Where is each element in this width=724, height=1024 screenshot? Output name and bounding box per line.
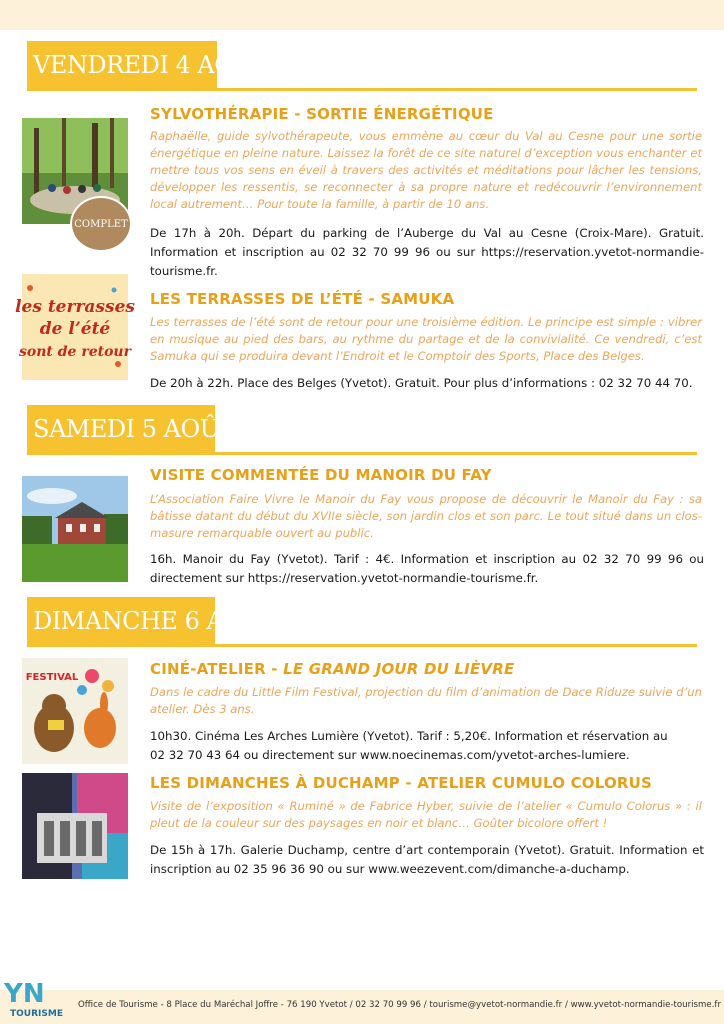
title-prefix: CINÉ-ATELIER - <box>150 660 284 678</box>
yn-tourisme-logo <box>2 976 72 1020</box>
poster-line-2: de l’été <box>39 319 111 339</box>
event-info: De 15h à 17h. Galerie Duchamp, centre d’art contemporain (Yvetot). Gratuit. Information et inscription au 02 35 96 36 90 ou sur www.weezevent.com/dimanche-a-duchamp. <box>150 843 704 876</box>
event-title: VISITE COMMENTÉE DU MANOIR DU FAY <box>150 466 492 484</box>
title-film: LE GRAND JOUR DU LIÈVRE <box>283 660 515 678</box>
day-label: SAMEDI 5 AOÛT <box>27 405 215 454</box>
manoir-photo <box>22 476 128 582</box>
logo-letters: YN <box>4 979 45 1009</box>
info-line: 10h30. Cinéma Les Arches Lumière (Yvetot). Tarif : 5,20€. Information et réservation au <box>150 729 668 743</box>
day-header-saturday <box>27 405 697 455</box>
event-info <box>150 727 704 765</box>
day-label: VENDREDI 4 AOÛT <box>27 41 217 90</box>
event-description: L’Association Faire Vivre le Manoir du Fay vous propose de découvrir le Manoir du Fay : sa bâtisse datant du début du XVIIe siècle, son jardin clos et son parc. Le tout situé dans un clos-masure remarquable ouvert au public. <box>150 492 702 540</box>
day-header-friday <box>27 41 697 91</box>
terrasses-poster <box>15 274 135 380</box>
poster-line-1: les terrasses <box>15 297 135 317</box>
event-description: Raphaëlle, guide sylvothérapeute, vous emmène au cœur du Val au Cesne pour une sortie énergétique en pleine nature. Laissez la forêt de ce site naturel d’exception vous enchanter et mettre tous vos sens en éveil à travers des activités et méditations pour lâcher les tensions, développer les ressentis, se reconnecter à sa propre nature et redécouvrir l’environnement local autrement… Pour toute la famille, à partir de 10 ans. <box>150 129 702 211</box>
event-title: LES TERRASSES DE L’ÉTÉ - SAMUKA <box>150 290 455 308</box>
day-label: DIMANCHE 6 AOÛT <box>27 597 215 646</box>
event-description: Visite de l’exposition « Ruminé » de Fabrice Hyber, suivie de l’atelier « Cumulo Colorus » : il pleut de la couleur sur des paysages en noir et blanc… Goûter bicolore offert ! <box>150 799 702 830</box>
duchamp-photo <box>22 773 128 879</box>
event-info: De 20h à 22h. Place des Belges (Yvetot). Gratuit. Pour plus d’informations : 02 32 70 44 70. <box>150 376 693 390</box>
event-title <box>150 660 514 678</box>
event-info: De 17h à 20h. Départ du parking de l’Auberge du Val au Cesne (Croix-Mare). Gratuit. Information et inscription au 02 32 70 99 96 ou sur https://reservation.yvetot-normandie-tourisme.fr. <box>150 226 704 278</box>
poster-line-3: sont de retour <box>19 344 131 360</box>
event-description: Les terrasses de l’été sont de retour pour une troisième édition. Le principe est simple : vibrer en musique au pied des bars, au rythme du partage et de la convivialité. Ce vendredi, c’est Samuka qui se produira devant l’Endroit et le Comptoir des Sports, Place des Belges. <box>150 315 702 363</box>
event-title: LES DIMANCHES À DUCHAMP - ATELIER CUMULO COLORUS <box>150 774 653 792</box>
event-title: SYLVOTHÉRAPIE - SORTIE ÉNERGÉTIQUE <box>150 105 494 123</box>
event-info: 16h. Manoir du Fay (Yvetot). Tarif : 4€. Information et inscription au 02 32 70 99 96 ou directement sur https://reservation.yvetot-normandie-tourisme.fr. <box>150 552 704 585</box>
info-line: 02 32 70 43 64 ou directement sur www.noecinemas.com/yvetot-arches-lumiere. <box>150 748 630 762</box>
logo-sub: TOURISME <box>10 1009 63 1019</box>
top-band <box>0 0 724 30</box>
footer-contact: Office de Tourisme - 8 Place du Maréchal Joffre - 76 190 Yvetot / 02 32 70 99 96 / tourisme@yvetot-normandie.fr / www.yvetot-normandie-tourisme.fr <box>78 1000 721 1010</box>
festival-text: FESTIVAL <box>25 672 79 683</box>
complet-badge: COMPLET <box>70 196 132 252</box>
festival-poster <box>22 658 128 764</box>
day-header-sunday <box>27 597 697 647</box>
event-description: Dans le cadre du Little Film Festival, projection du film d’animation de Dace Riduze suivie d’un atelier. Dès 3 ans. <box>150 685 702 716</box>
